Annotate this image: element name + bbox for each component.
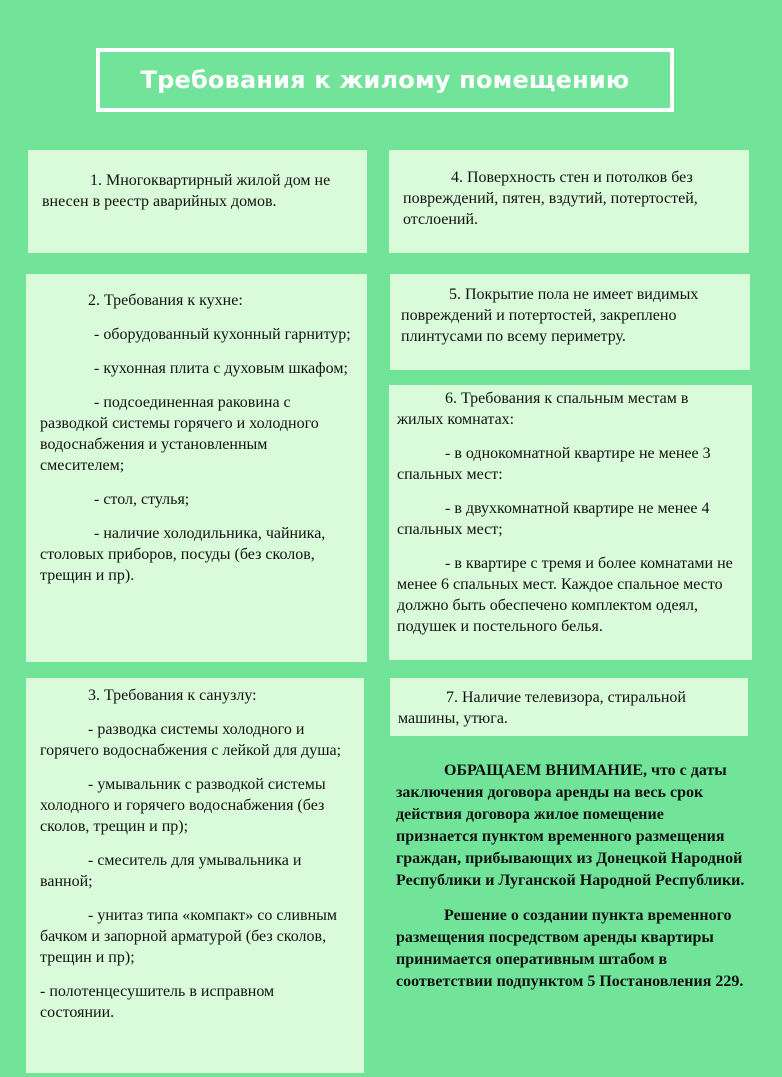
card-3-item: - унитаз типа «компакт» со сливным бачком и запорной арматурой (без сколов, трещин и пр);	[40, 907, 338, 966]
card-3-item: - смеситель для умывальника и ванной;	[40, 852, 302, 890]
card-2-item: - стол, стулья;	[94, 491, 190, 508]
card-6-heading: 6. Требования к спальным местам в жилых комнатах:	[397, 390, 689, 428]
notice-block	[396, 760, 746, 993]
notice-paragraph: ОБРАЩАЕМ ВНИМАНИЕ, что с даты заключения договора аренды на весь срок действия договора жилое помещение признается пунктом временного размещения граждан, прибывающих из Донецкой Народной Республики и Луганской Народной Республики.	[396, 762, 745, 889]
card-7-appliances	[390, 678, 748, 736]
card-3-bathroom	[26, 678, 364, 1073]
card-2-item: - кухонная плита с духовым шкафом;	[94, 360, 348, 377]
card-2-item: - оборудованный кухонный гарнитур;	[94, 326, 351, 343]
card-6-item: - в однокомнатной квартире не менее 3 спальных мест:	[397, 445, 711, 483]
card-2-heading: 2. Требования к кухне:	[88, 292, 243, 309]
card-3-item: - разводка системы холодного и горячего водоснабжения с лейкой для душа;	[40, 721, 342, 759]
title-box	[96, 48, 674, 112]
card-2-item: - подсоединенная раковина с разводкой системы горячего и холодного водоснабжения и установленным смесителем;	[40, 394, 319, 474]
card-3-heading: 3. Требования к санузлу:	[88, 687, 257, 704]
card-1-emergency-registry	[28, 150, 367, 253]
card-5-text: 5. Покрытие пола не имеет видимых повреждений и потертостей, закреплено плинтусами по всему периметру.	[401, 286, 699, 345]
card-4-text: 4. Поверхность стен и потолков без повреждений, пятен, вздутий, потертостей, отслоений.	[403, 169, 698, 228]
card-7-text: 7. Наличие телевизора, стиральной машины, утюга.	[398, 689, 686, 727]
card-2-kitchen	[26, 274, 367, 662]
card-4-walls	[389, 150, 749, 253]
card-1-text: 1. Многоквартирный жилой дом не внесен в реестр аварийных домов.	[42, 172, 331, 210]
card-6-item: - в двухкомнатной квартире не менее 4 спальных мест;	[397, 500, 710, 538]
card-5-floor	[390, 274, 750, 370]
page-title: Требования к жилому помещению	[140, 66, 630, 94]
card-3-item: - умывальник с разводкой системы холодного и горячего водоснабжения (без сколов, трещин и пр);	[40, 776, 326, 835]
card-6-item: - в квартире с тремя и более комнатами не менее 6 спальных мест. Каждое спальное место должно быть обеспечено комплектом одеял, подушек и постельного белья.	[397, 555, 733, 635]
card-6-beds	[389, 385, 752, 660]
notice-paragraph: Решение о создании пункта временного размещения посредством аренды квартиры принимается оперативным штабом в соответствии подпунктом 5 Постановления 229.	[396, 907, 744, 990]
card-3-item: - полотенцесушитель в исправном состоянии.	[40, 983, 275, 1021]
card-2-item: - наличие холодильника, чайника, столовых приборов, посуды (без сколов, трещин и пр).	[40, 525, 326, 584]
